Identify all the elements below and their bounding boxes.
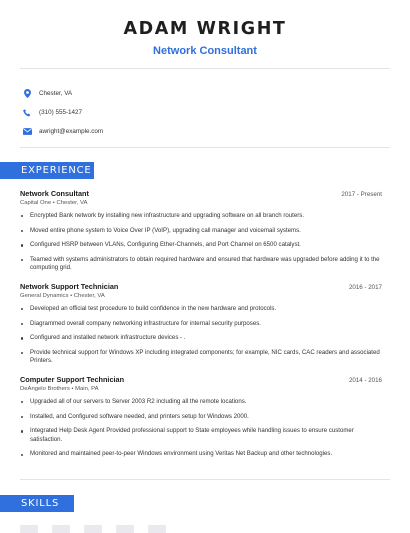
experience-section-header: EXPERIENCE [0, 162, 94, 179]
job-title: Network Consultant [20, 189, 89, 198]
job-bullets [20, 212, 382, 273]
job-entry [20, 375, 382, 459]
job-dates: 2016 - 2017 [348, 284, 382, 291]
candidate-title: Network Consultant [153, 45, 257, 57]
job-dates: 2017 - Present [341, 191, 382, 198]
resume-header [0, 0, 410, 58]
job-bullets [20, 398, 382, 459]
skill-chip [52, 525, 70, 533]
job-bullet: Diagrammed overall company networking infrastructure for internal security purposes. [20, 320, 382, 329]
job-bullet: Developed an official test procedure to build confidence in the new hardware and protocols. [20, 305, 382, 314]
contact-list [22, 84, 103, 141]
location-pin-icon [22, 89, 32, 99]
contact-email [22, 122, 103, 141]
skill-chip [148, 525, 166, 533]
job-title: Computer Support Technician [20, 375, 125, 384]
header-divider [20, 68, 390, 69]
email-text: awright@example.com [39, 128, 104, 135]
job-bullet: Upgraded all of our servers to Server 2003 R2 including all the remote locations. [20, 398, 382, 407]
job-bullet: Configured and installed network infrastructure devices - . [20, 334, 382, 343]
job-bullet: Encrypted Bank network by installing new infrastructure and upgrading software on all branch routers. [20, 212, 382, 221]
job-entry [20, 282, 382, 366]
skill-chip [20, 525, 38, 533]
job-bullet: Integrated Help Desk Agent Provided professional support to State employees while handling issues to ensure customer satisfaction. [20, 427, 382, 444]
location-text: Chester, VA [39, 90, 73, 97]
job-company: General Dynamics • Chester, VA [20, 293, 105, 299]
skills-list [20, 525, 166, 533]
job-bullet: Moved entire phone system to Voice Over IP (VoIP), upgrading call manager and voicemail systems. [20, 227, 382, 236]
job-bullet: Configured HSRP between VLANs, Configuring Ether-Channels, and Port Channel on 6500 catalyst. [20, 241, 382, 250]
job-bullet: Installed, and Configured software needed, and printers setup for Windows 2000. [20, 413, 382, 422]
skills-section-header: SKILLS [0, 495, 74, 512]
job-bullet: Provide technical support for Windows XP including integrated components; for example, NIC cards, CAC readers and associated Printers. [20, 349, 382, 366]
phone-icon [22, 108, 32, 118]
skill-chip [84, 525, 102, 533]
contact-location [22, 84, 103, 103]
contact-divider [20, 147, 390, 148]
experience-divider [20, 479, 390, 480]
job-bullet: Teamed with systems administrators to obtain required hardware and ensured that hardware was upgraded before adding it to the computing grid. [20, 256, 382, 273]
job-title: Network Support Technician [20, 282, 119, 291]
job-entry [20, 189, 382, 273]
job-dates: 2014 - 2016 [348, 377, 382, 384]
contact-phone [22, 103, 103, 122]
candidate-name: ADAM WRIGHT [123, 19, 287, 39]
job-bullet: Monitored and maintained peer-to-peer Windows environment using Veritas Net Backup and other technologies. [20, 450, 382, 459]
phone-text: (310) 555-1427 [39, 109, 83, 116]
email-icon [22, 127, 32, 137]
job-company: DeAngelo Brothers • Main, PA [20, 386, 99, 392]
skill-chip [116, 525, 134, 533]
job-bullets [20, 305, 382, 366]
job-company: Capital One • Chester, VA [20, 200, 88, 206]
